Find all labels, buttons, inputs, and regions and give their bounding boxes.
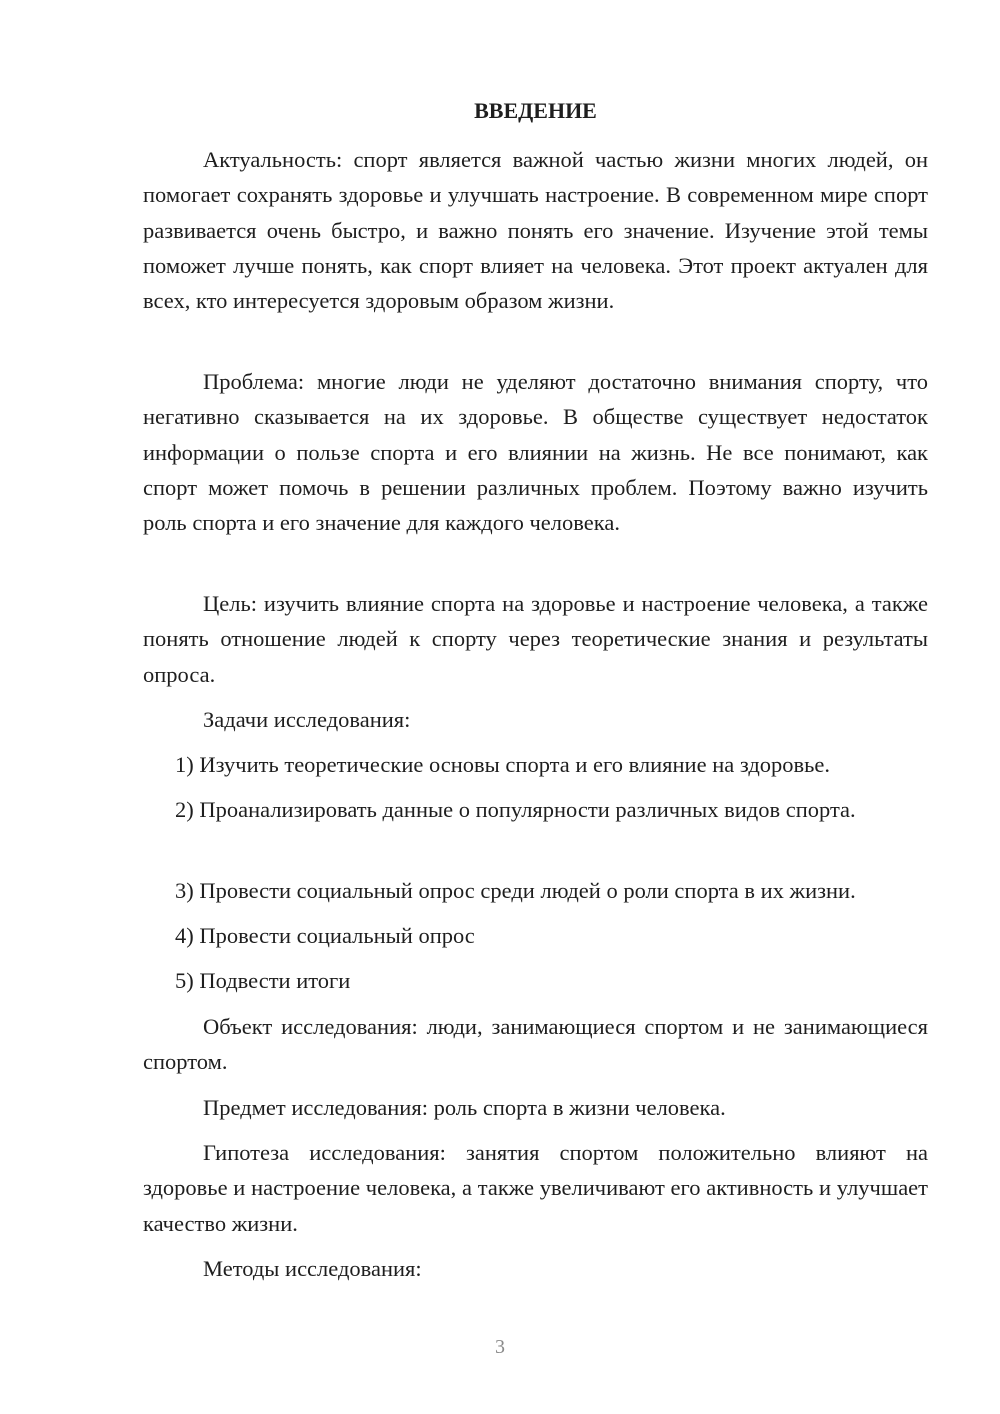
paragraph-problem: Проблема: многие люди не уделяют достаточно внимания спорту, что негативно сказывается на их здоровье. В обществе существует недостаток информации о пользе спорта и его влиянии на жизнь. Не все понимают, как спорт может помочь в решении различных проблем. Поэтому важно изучить роль спорта и его значение для каждого человека. — [143, 369, 928, 536]
paragraph-relevance: Актуальность: спорт является важной частью жизни многих людей, он помогает сохранять здоровье и улучшать настроение. В современном мире спорт развивается очень быстро, и важно понять его значение. Изучение этой темы поможет лучше понять, как спорт влияет на человека. Этот проект актуален для всех, кто интересуется здоровым образом жизни. — [143, 147, 928, 314]
paragraph-goal: Цель: изучить влияние спорта на здоровье и настроение человека, а также понять отношение людей к спорту через теоретические знания и результаты опроса. — [143, 591, 928, 687]
paragraph-subject: Предмет исследования: роль спорта в жизни человека. — [203, 1095, 726, 1120]
tasks-heading: Задачи исследования: — [203, 707, 411, 732]
task-item-4: 4) Провести социальный опрос — [175, 923, 475, 948]
task-item-1: 1) Изучить теоретические основы спорта и его влияние на здоровье. — [175, 752, 831, 777]
task-item-3: 3) Провести социальный опрос среди людей о роли спорта в их жизни. — [175, 878, 856, 903]
page-number: 3 — [495, 1336, 505, 1358]
paragraph-hypothesis: Гипотеза исследования: занятия спортом положительно влияют на здоровье и настроение человека, а также увеличивают его активность и улучшает качество жизни. — [143, 1140, 928, 1236]
page-title: ВВЕДЕНИЕ — [474, 98, 597, 123]
task-item-2: 2) Проанализировать данные о популярности различных видов спорта. — [175, 797, 856, 822]
methods-heading: Методы исследования: — [203, 1256, 422, 1281]
paragraph-object: Объект исследования: люди, занимающиеся спортом и не занимающиеся спортом. — [143, 1014, 928, 1075]
task-item-5: 5) Подвести итоги — [175, 968, 351, 993]
